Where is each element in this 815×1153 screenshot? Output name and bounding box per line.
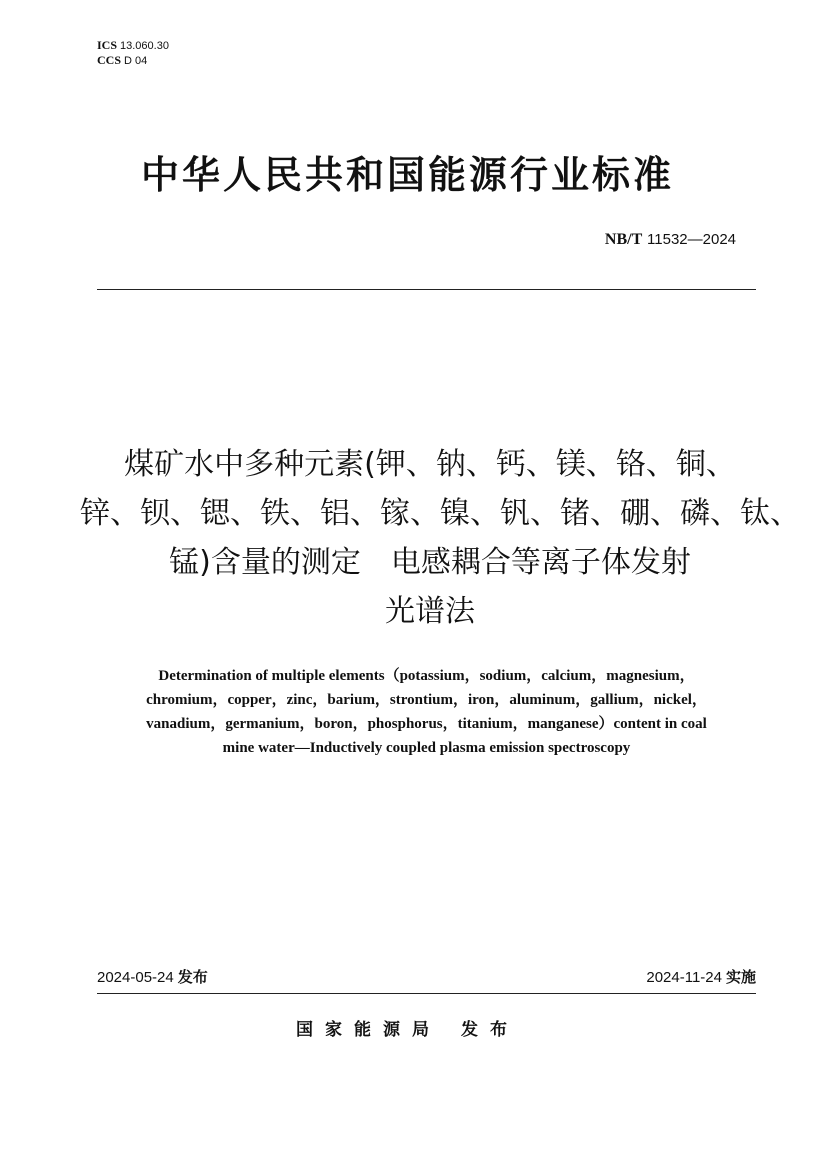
english-title-line: mine water—Inductively coupled plasma emission spectroscopy xyxy=(222,740,631,756)
header-divider xyxy=(97,289,756,290)
implementation-date-value: 2024-11-24 xyxy=(646,969,722,986)
ccs-label: CCS xyxy=(97,53,122,67)
english-title-line: vanadium，germanium，boron，phosphorus，titanium，manganese）content in coal xyxy=(146,716,707,732)
chinese-title xyxy=(80,440,800,636)
classification-codes xyxy=(97,38,169,68)
footer-divider xyxy=(97,993,756,994)
ics-code xyxy=(97,38,169,53)
english-title-line: Determination of multiple elements（potassium，sodium，calcium，magnesium， xyxy=(158,668,695,684)
ics-value: 13.060.30 xyxy=(120,40,169,52)
implementation-date xyxy=(646,967,756,988)
ics-label: ICS xyxy=(97,38,118,52)
release-date-value: 2024-05-24 xyxy=(97,969,174,986)
ccs-value: D 04 xyxy=(124,55,148,67)
implementation-word: 实施 xyxy=(725,968,756,986)
chinese-title-line: 光谱法 xyxy=(385,594,475,629)
issuer-action: 发布 xyxy=(461,1020,519,1040)
issuer-name: 国家能源局 xyxy=(296,1020,441,1040)
standard-number xyxy=(605,229,736,250)
issuer xyxy=(0,1018,815,1042)
chinese-title-line: 锰)含量的测定 电感耦合等离子体发射 xyxy=(169,545,691,580)
standard-number-prefix: NB/T xyxy=(604,231,643,248)
chinese-title-line: 煤矿水中多种元素(钾、钠、钙、镁、铬、铜、 xyxy=(124,447,736,482)
chinese-title-line: 锌、钡、锶、铁、铝、镓、镍、钒、锗、硼、磷、钛、 xyxy=(80,496,800,531)
ccs-code xyxy=(97,53,169,68)
release-date xyxy=(97,967,208,988)
release-word: 发布 xyxy=(177,968,208,986)
standard-title: 中华人民共和国能源行业标准 xyxy=(140,153,674,197)
english-title-line: chromium，copper，zinc，barium，strontium，iron，aluminum，gallium，nickel， xyxy=(146,692,707,708)
standard-number-body: 11532—2024 xyxy=(647,231,736,248)
english-title xyxy=(97,664,756,760)
